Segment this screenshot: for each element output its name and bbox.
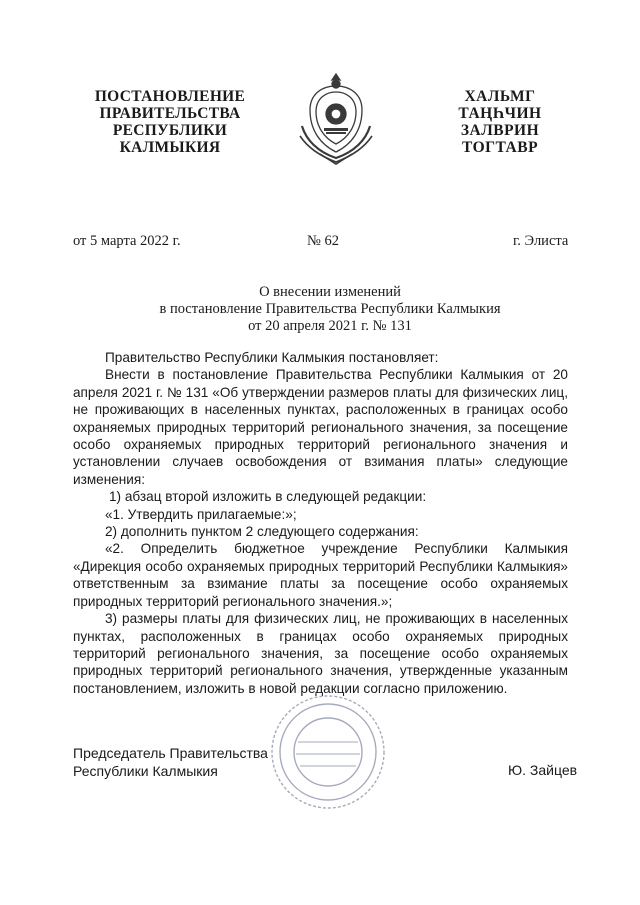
- body-paragraph: 1) абзац второй изложить в следующей редакции:: [109, 489, 427, 505]
- header-right-line: ТОГТАВР: [461, 139, 539, 156]
- body-paragraph: «2. Определить бюджетное учреждение Республики Калмыкия «Дирекция особо охраняемых природных территорий Республики Калмыкия» ответственным за взимание платы за посещение особо охраняемых природных территорий регионального значения.»;: [73, 541, 568, 609]
- body-paragraph: Правительство Республики Калмыкия постановляет:: [105, 350, 439, 365]
- header-right-line: ТАҢҺЧИН: [458, 105, 542, 122]
- document-body: [73, 349, 568, 697]
- body-paragraph: 3) размеры платы для физических лиц, не проживающих в населенных пунктах, расположенных в границах особо охраняемых природных территорий регионального значения, за посещение особо охраняемых природных территорий регионального значения, утвержденные указанным постановлением, изложить в новой редакции согласно приложению.: [73, 611, 568, 696]
- registration-stamp-icon: [268, 692, 388, 812]
- document-date: от 5 марта 2022 г.: [73, 233, 181, 249]
- header-left-line: ПОСТАНОВЛЕНИЕ: [94, 88, 246, 105]
- header-right-line: ЗАЛВРИН: [460, 122, 540, 139]
- header-right-title: [430, 88, 570, 156]
- kalmykia-emblem-icon: [296, 70, 376, 166]
- signature-name: Ю. Зайцев: [508, 762, 578, 778]
- title-line: О внесении изменений: [259, 284, 401, 300]
- title-line: в постановление Правительства Республики Калмыкия: [159, 301, 501, 317]
- header-left-title: [70, 88, 270, 156]
- header-left-line: РЕСПУБЛИКИ: [112, 122, 228, 139]
- document-number: № 62: [307, 233, 339, 249]
- body-paragraph: 2) дополнить пунктом 2 следующего содержания:: [105, 524, 419, 540]
- document-city: г. Элиста: [513, 233, 569, 249]
- document-title: [100, 284, 560, 335]
- signature-position-line: Республики Калмыкия: [73, 762, 218, 779]
- header-left-line: КАЛМЫКИЯ: [119, 139, 221, 156]
- header-left-line: ПРАВИТЕЛЬСТВА: [99, 105, 241, 122]
- signature-position-line: Председатель Правительства: [73, 745, 268, 761]
- signature-position: [73, 745, 268, 780]
- header-right-line: ХАЛЬМГ: [464, 88, 536, 105]
- body-paragraph: Внести в постановление Правительства Республики Калмыкия от 20 апреля 2021 г. № 131 «Об утверждении размеров платы для физических лиц, не проживающих в населенных пунктах, расположенных в границах особо охраняемых природных территорий регионального значения, за посещение особо охраняемых природных территорий регионального значения и установлении случаев освобождения от взимания платы» следующие изменения:: [73, 367, 568, 487]
- body-paragraph: «1. Утвердить прилагаемые:»;: [105, 506, 297, 522]
- title-line: от 20 апреля 2021 г. № 131: [248, 318, 412, 334]
